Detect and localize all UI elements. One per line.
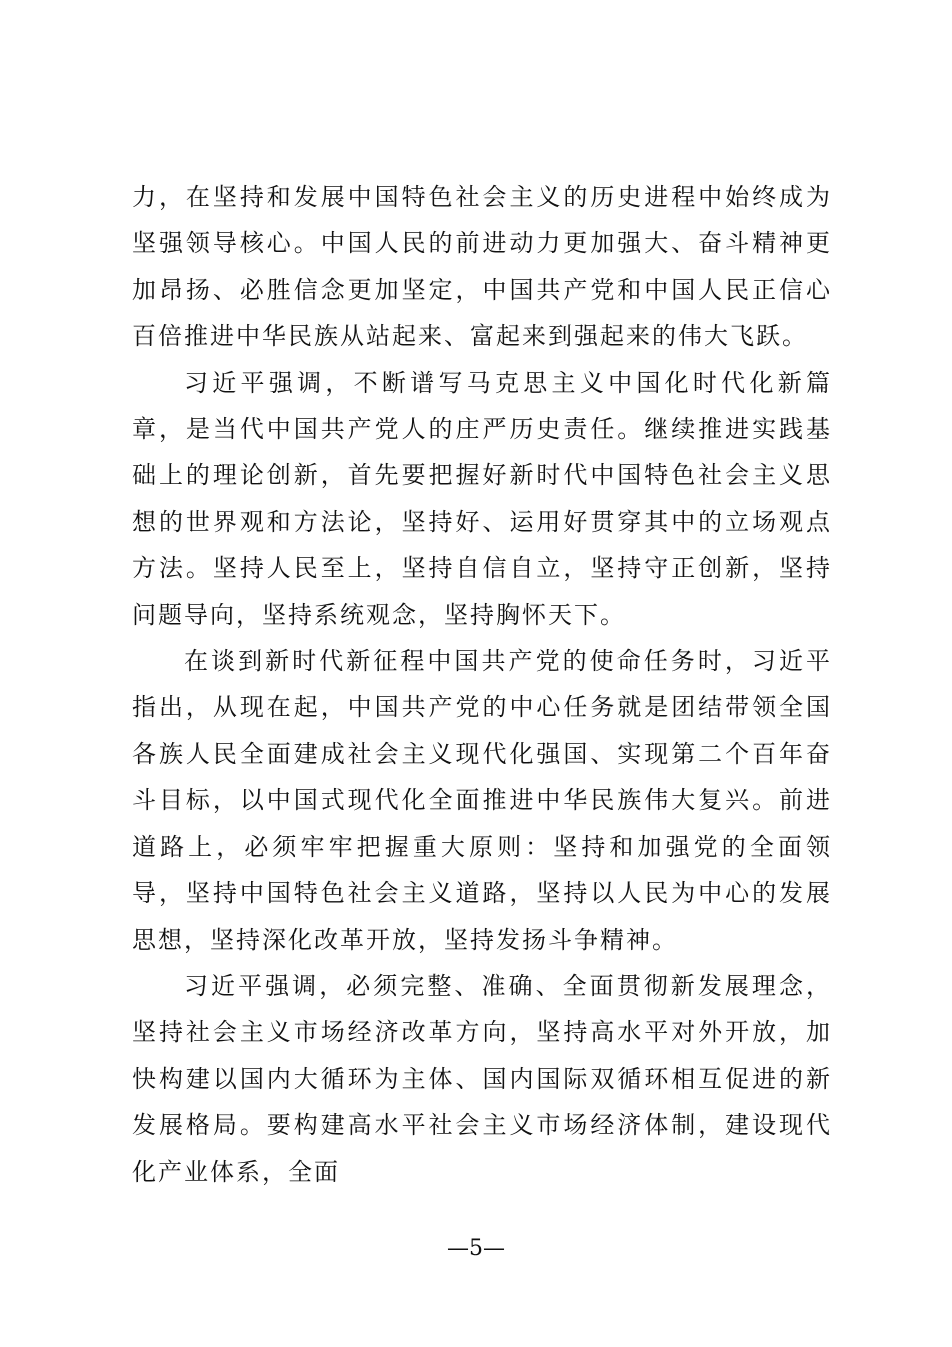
paragraph-theory-innovation: 习近平强调，不断谱写马克思主义中国化时代化新篇章，是当代中国共产党人的庄严历史责任。继续推进实践基础上的理论创新，首先要把握好新时代中国特色社会主义思想的世界观和方法论，坚持好、运用好贯穿其中的立场观点方法。坚持人民至上，坚持自信自立，坚持守正创新，坚持问题导向，坚持系统观念，坚持胸怀天下。 (132, 368, 832, 629)
body-text (132, 174, 832, 1195)
paragraph-mission-tasks: 在谈到新时代新征程中国共产党的使命任务时，习近平指出，从现在起，中国共产党的中心任务就是团结带领全国各族人民全面建成社会主义现代化强国、实现第二个百年奋斗目标，以中国式现代化全面推进中华民族伟大复兴。前进道路上，必须牢牢把握重大原则：坚持和加强党的全面领导，坚持中国特色社会主义道路，坚持以人民为中心的发展思想，坚持深化改革开放，坚持发扬斗争精神。 (132, 647, 832, 954)
paragraph-new-development: 习近平强调，必须完整、准确、全面贯彻新发展理念，坚持社会主义市场经济改革方向，坚持高水平对外开放，加快构建以国内大循环为主体、国内国际双循环相互促进的新发展格局。要构建高水平社会主义市场经济体制，建设现代化产业体系，全面 (132, 971, 832, 1186)
page-number: —5— (447, 1236, 505, 1261)
paragraph-continued: 力，在坚持和发展中国特色社会主义的历史进程中始终成为坚强领导核心。中国人民的前进动力更加强大、奋斗精神更加昂扬、必胜信念更加坚定，中国共产党和中国人民正信心百倍推进中华民族从站起来、富起来到强起来的伟大飞跃。 (132, 183, 832, 351)
